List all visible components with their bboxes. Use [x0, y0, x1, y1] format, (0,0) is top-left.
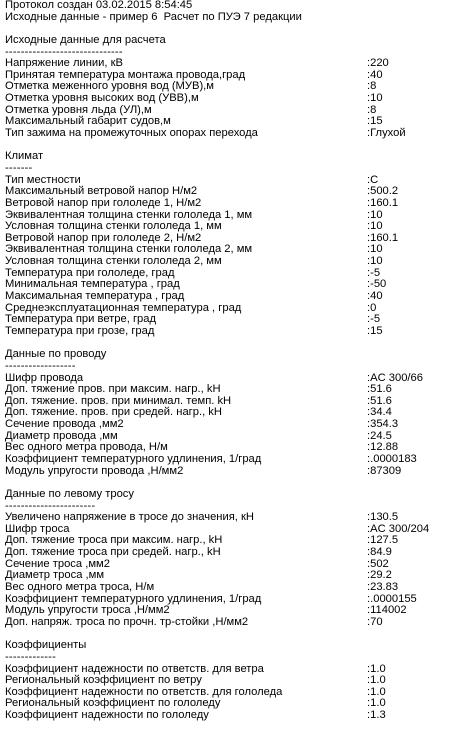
param-value: :10 — [367, 255, 383, 268]
param-value: :10 — [367, 220, 383, 233]
protocol-document — [5, 0, 450, 722]
param-value: :1.3 — [367, 709, 386, 722]
param-value: :12.88 — [367, 441, 399, 454]
param-row — [5, 617, 450, 629]
param-value: :Глухой — [367, 127, 406, 140]
param-label: Сечение троса ,мм2 — [5, 557, 110, 570]
param-label: Максимальный ветровой напор Н/м2 — [5, 185, 198, 198]
param-value: :-50 — [367, 278, 387, 291]
param-row — [5, 710, 450, 722]
section-rule: ------------------------------ — [5, 45, 123, 58]
param-value: :1.0 — [367, 674, 386, 687]
param-value: :1.0 — [367, 685, 386, 698]
param-label: Напряжение линии, кВ — [5, 57, 124, 70]
param-row — [5, 582, 450, 594]
param-value: :87309 — [367, 464, 402, 477]
param-row — [5, 291, 450, 303]
param-label: Отметка уровня высоких вод (УВВ),м — [5, 92, 199, 105]
param-label: Температура при ветре, град — [5, 313, 157, 326]
param-row — [5, 256, 450, 268]
param-value: :23.83 — [367, 581, 399, 594]
param-label: Доп. тяжение. пров. при средей. нагр., kH — [5, 406, 222, 419]
param-label: Сечение провода ,мм2 — [5, 418, 124, 431]
param-value: :-5 — [367, 313, 381, 326]
param-label: Коэффициент надежности по ответств. для ветра — [5, 662, 264, 675]
param-value: :502 — [367, 557, 389, 570]
param-label: Коэффициент температурного удлинения, 1/град — [5, 592, 262, 605]
param-value: :AC 300/204 — [367, 522, 430, 535]
param-value: :-5 — [367, 266, 381, 279]
param-value: :10 — [367, 243, 383, 256]
param-row — [5, 128, 450, 140]
param-label: Максимальный габарит судов,м — [5, 115, 171, 128]
param-label: Региональный коэффициент по ветру — [5, 674, 202, 687]
param-label: Ветровой напор при гололеде 1, Н/м2 — [5, 196, 202, 209]
param-label: Максимальная температура , град — [5, 290, 185, 303]
section-rule: ------------- — [5, 650, 57, 663]
section-rule: ------------------ — [5, 359, 76, 372]
param-value: :8 — [367, 80, 377, 93]
param-label: Температура при грозе, град — [5, 324, 155, 337]
param-value: :160.1 — [367, 231, 399, 244]
param-label: Увеличено напряжение в тросе до значения, кН — [5, 511, 254, 524]
param-value: :8 — [367, 103, 377, 116]
param-label: Доп. тяжение троса при средей. нагр., kH — [5, 546, 221, 559]
param-value: :354.3 — [367, 418, 399, 431]
param-label: Модуль упругости троса ,Н/мм2 — [5, 604, 170, 617]
section-wire-data — [5, 349, 450, 477]
param-value: :40 — [367, 68, 383, 81]
param-label: Шифр провода — [5, 371, 84, 384]
param-row — [5, 466, 450, 478]
param-row — [5, 419, 450, 431]
spacer — [5, 140, 450, 152]
param-label: Коэффициент надежности по гололеду — [5, 709, 209, 722]
section-title: Данные по левому тросу — [5, 487, 134, 500]
param-label: Тип местности — [5, 173, 81, 186]
section-source-data — [5, 35, 450, 140]
param-value: :114002 — [367, 604, 407, 617]
param-label: Диаметр провода ,мм — [5, 429, 118, 442]
param-row — [5, 454, 450, 466]
param-label: Минимальная температура , град — [5, 278, 180, 291]
section-left-cable-data — [5, 489, 450, 629]
param-value: :24.5 — [367, 429, 392, 442]
param-value: :220 — [367, 57, 389, 70]
param-label: Модуль упругости провода ,Н/мм2 — [5, 464, 184, 477]
param-value: :500.2 — [367, 185, 399, 198]
param-value: :34.4 — [367, 406, 392, 419]
param-value: :40 — [367, 290, 383, 303]
section-coefficients — [5, 640, 450, 721]
param-value: :15 — [367, 324, 383, 337]
param-value: :AC 300/66 — [367, 371, 423, 384]
param-value: :160.1 — [367, 196, 399, 209]
param-label: Условная толщина стенки гололеда 1, мм — [5, 220, 222, 233]
section-title: Коэффициенты — [5, 639, 87, 652]
param-value: :10 — [367, 208, 383, 221]
param-label: Диаметр троса ,мм — [5, 569, 105, 582]
param-value: :1.0 — [367, 662, 386, 675]
param-row — [5, 198, 450, 210]
param-label: Температура при гололеде, град — [5, 266, 175, 279]
param-label: Коэффициент температурного удлинения, 1/град — [5, 452, 262, 465]
param-label: Ветровой напор при гололеде 2, Н/м2 — [5, 231, 202, 244]
section-title: Климат — [5, 150, 44, 163]
param-value: :51.6 — [367, 394, 392, 407]
param-label: Доп. напряж. троса по прочн. тр-стойки ,Н/мм2 — [5, 615, 249, 628]
section-title: Данные по проводу — [5, 348, 107, 361]
param-label: Коэффициент надежности по ответств. для гололеда — [5, 685, 283, 698]
param-label: Региональный коэффициент по гололеду — [5, 697, 221, 710]
param-label: Среднеэксплуатационная температура , град — [5, 301, 242, 314]
param-label: Принятая температура монтажа провода,град — [5, 68, 246, 81]
param-label: Отметка уровня льда (УЛ),м — [5, 103, 152, 116]
param-label: Эквивалентная толщина стенки гололеда 2, мм — [5, 243, 253, 256]
param-label: Отметка меженного уровня вод (МУВ),м — [5, 80, 214, 93]
param-value: :10 — [367, 92, 383, 105]
param-label: Шифр троса — [5, 522, 70, 535]
param-value: :84.9 — [367, 546, 392, 559]
param-value: :130.5 — [367, 511, 399, 524]
param-value: :29.2 — [367, 569, 392, 582]
param-value: :70 — [367, 615, 383, 628]
param-value: :.0000155 — [367, 592, 417, 605]
param-value: :1.0 — [367, 697, 386, 710]
param-label: Доп. тяжение. пров. при минимал. темп. kH — [5, 394, 232, 407]
param-label: Доп. тяжение троса при максим. нагр., kH — [5, 534, 223, 547]
example-title-line: Исходные данные - пример 6 Расчет по ПУЭ 7 редакции — [5, 10, 302, 23]
protocol-created-line: Протокол создан 03.02.2015 8:54:45 — [5, 0, 193, 11]
param-value: :127.5 — [367, 534, 399, 547]
param-value: :51.6 — [367, 383, 392, 396]
param-label: Доп. тяжение пров. при максим. нагр., kH — [5, 383, 221, 396]
param-label: Тип зажима на промежуточных опорах перехода — [5, 127, 258, 140]
param-row — [5, 326, 450, 338]
param-value: :0 — [367, 301, 377, 314]
param-value: :.0000183 — [367, 452, 417, 465]
section-rule: ----------------------- — [5, 499, 96, 512]
param-label: Вес одного метра троса, Н/м — [5, 581, 155, 594]
section-rule: ------- — [5, 161, 33, 174]
param-label: Вес одного метра провода, Н/м — [5, 441, 168, 454]
section-title: Исходные данные для расчета — [5, 33, 166, 46]
section-climate — [5, 151, 450, 337]
param-row — [5, 547, 450, 559]
param-value: :C — [367, 173, 379, 186]
param-label: Эквивалентная толщина стенки гололеда 1, мм — [5, 208, 253, 221]
param-value: :15 — [367, 115, 383, 128]
param-label: Условная толщина стенки гололеда 2, мм — [5, 255, 222, 268]
